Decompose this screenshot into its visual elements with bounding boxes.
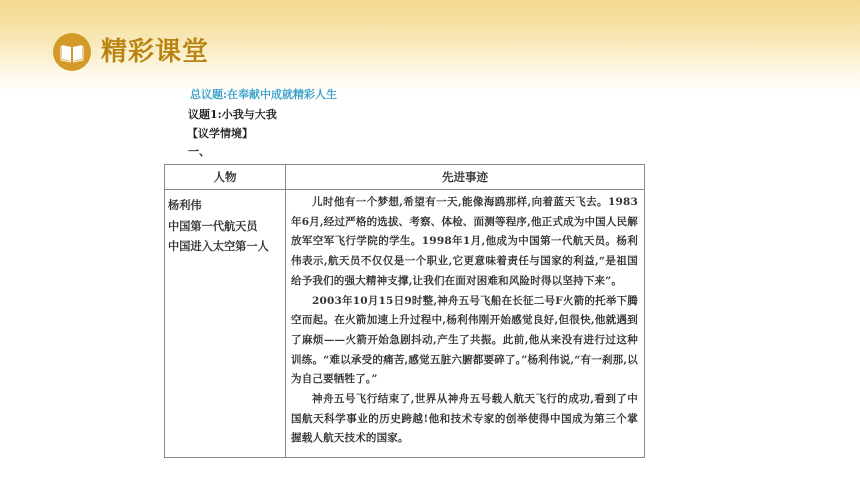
deeds-paragraph-3: 神舟五号飞行结束了,世界从神舟五号载人航天飞行的成功,看到了中国航天科学事业的历史跨越!他和技术专家的创举使得中国成为第三个掌握载人航天技术的国家。 bbox=[291, 393, 638, 445]
main-topic: 总议题:在奉献中成就精彩人生 bbox=[190, 88, 338, 101]
person-name: 杨利伟 bbox=[168, 198, 202, 212]
deeds-table bbox=[164, 164, 645, 458]
scenario-label: 【议学情境】 bbox=[187, 127, 253, 140]
deeds-paragraph-1: 儿时他有一个梦想,希望有一天,能像海鸥那样,向着蓝天飞去。1983年6月,经过严格的选拔、考察、体检、面测等程序,他正式成为中国人民解放军空军飞行学院的学生。1998年1月,他成为中国第一代航天员。杨利伟表示,航天员不仅仅是一个职业,它更意味着责任与国家的利益,“是祖国给予我们的强大精神支撑,让我们在面对困难和风险时得以坚持下来”。 bbox=[291, 196, 638, 287]
header-person: 人物 bbox=[165, 165, 286, 190]
number-label: 一、 bbox=[188, 145, 210, 158]
header-deeds: 先进事迹 bbox=[286, 165, 645, 190]
person-achievement: 中国进入太空第一人 bbox=[168, 239, 269, 253]
sub-topic: 议题1:小我与大我 bbox=[188, 108, 277, 121]
person-cell bbox=[165, 190, 286, 458]
table-header-row bbox=[165, 165, 645, 190]
book-icon bbox=[53, 33, 91, 71]
deeds-paragraph-2: 2003年10月15日9时整,神舟五号飞船在长征二号F火箭的托举下腾空而起。在火箭加速上升过程中,杨利伟刚开始感觉良好,但很快,他就遇到了麻烦——火箭开始急剧抖动,产生了共振。此前,他从来没有进行过这种训练。“难以承受的痛苦,感觉五脏六腑都要碎了。”杨利伟说,“有一刹那,以为自己要牺牲了。” bbox=[291, 294, 638, 386]
book-icon-svg bbox=[60, 41, 84, 63]
table-row bbox=[165, 190, 645, 458]
deeds-cell bbox=[286, 190, 645, 458]
person-title: 中国第一代航天员 bbox=[168, 218, 258, 233]
section-title: 精彩课堂 bbox=[101, 37, 210, 67]
